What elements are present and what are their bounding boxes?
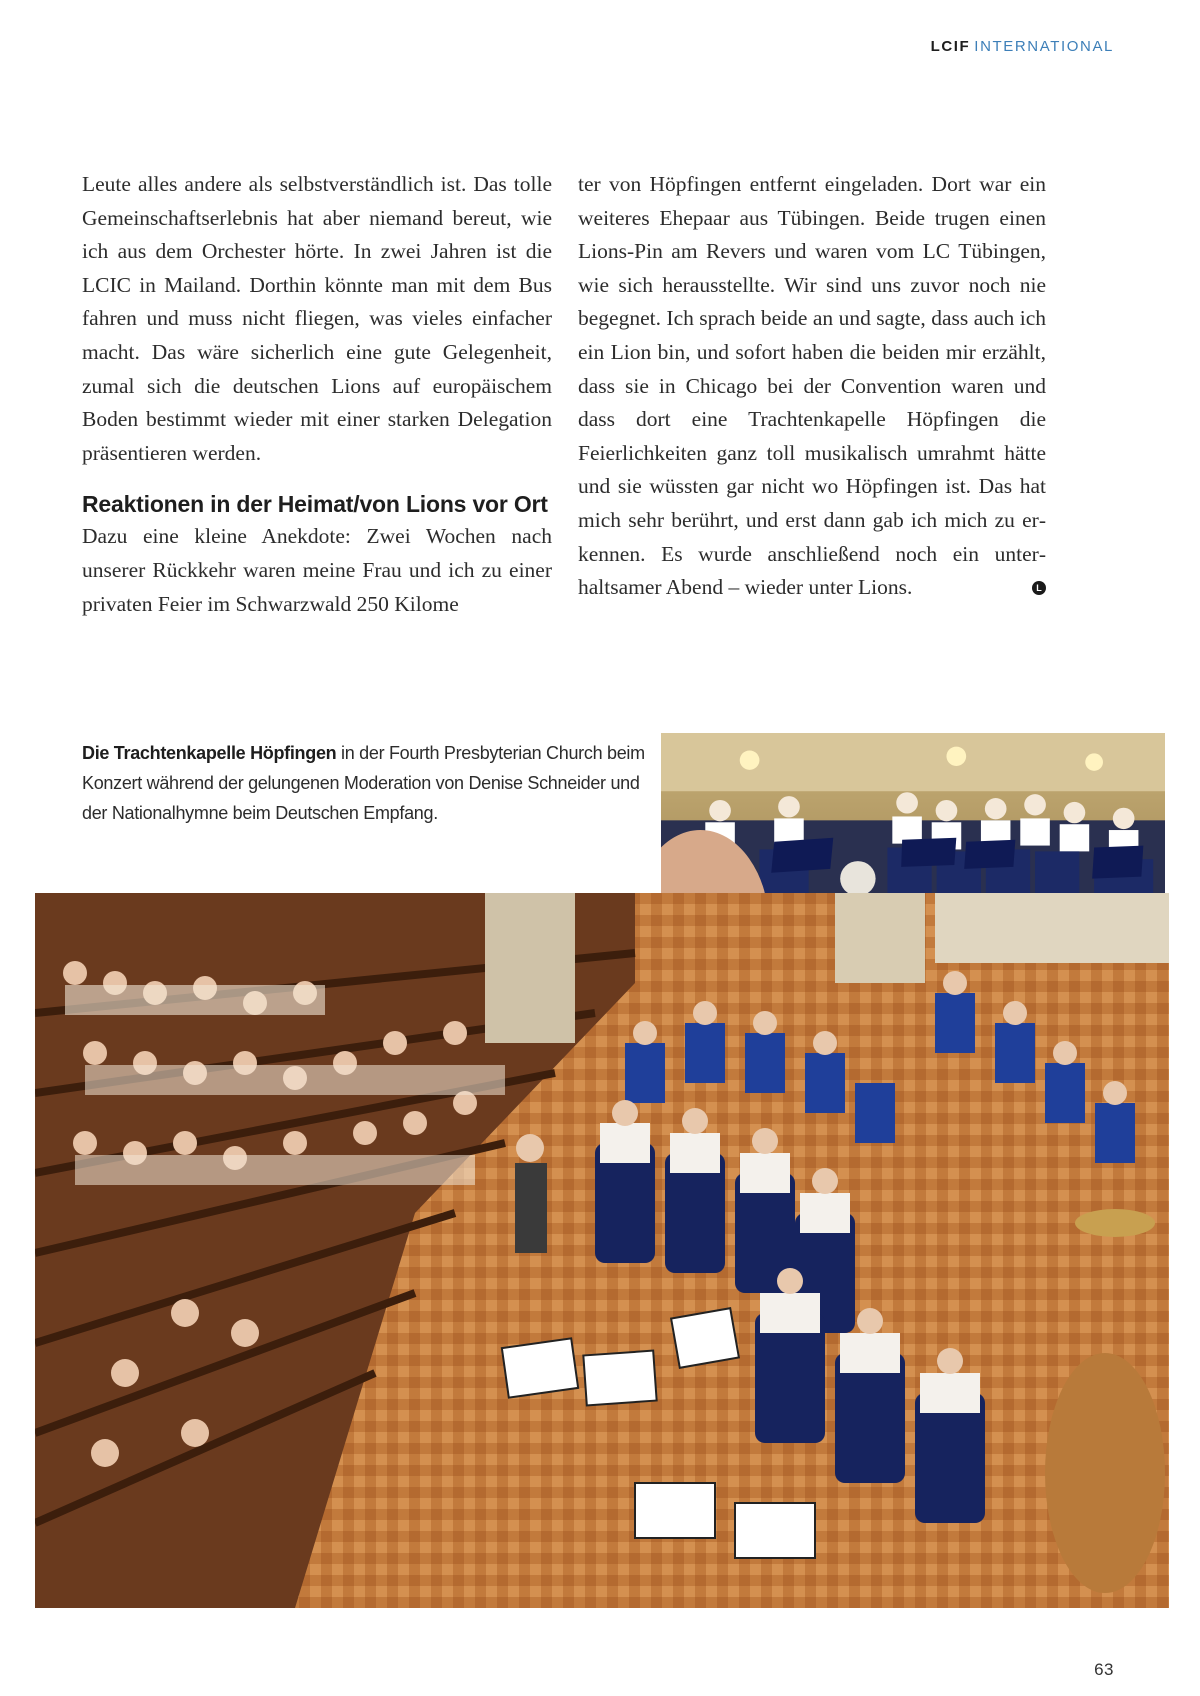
article-column-left [82, 168, 552, 621]
article-subheading: Reaktionen in der Heimat/von Lions vor Ort [82, 491, 548, 518]
article-column-right [578, 168, 1046, 605]
running-head [931, 38, 1114, 55]
article-paragraph [578, 168, 1046, 605]
lions-end-mark-icon: L [1032, 581, 1046, 595]
article-paragraph: Dazu eine kleine Anekdote: Zwei Wochen nach unserer Rückkehr waren meine Frau und ich zu einer privaten Feier im Schwarzwald 250 Kilome [82, 524, 552, 616]
section-label-bold: LCIF [930, 38, 971, 55]
article-paragraph-text: ter von Höpfingen entfernt eingeladen. Dort war ein weiteres Ehepaar aus Tübingen. Beide trugen einen Lions-Pin am Revers und waren vom LC Tübingen, wie sich herausstellte. Wir sind uns zuvor noch nie begegnet. Ich sprach beide an und sagte, dass auch ich ein Lion bin, und sofort haben die beiden mir erzählt, dass sie in Chicago bei der Convention waren und dass dort eine Trachtenkapelle Höpfingen die Feierlichkeiten ganz toll musikalisch umrahmt hätte und sie wüssten gar nicht wo Höpfingen ist. Das hat mich sehr berührt, und erst dann gab ich mich zu erkennen. Es wurde anschließend noch ein unterhaltsamer Abend – wieder unter Lions. [578, 172, 1046, 600]
caption-text: in der Fourth Presbyterian Church beim Konzert während der gelungenen Moderation von Denise Schneider und der Nationalhymne beim Deutschen Empfang. [82, 743, 645, 823]
photo-caption [82, 738, 652, 828]
church-concert-photo [35, 893, 1169, 1608]
article-paragraph: Leute alles andere als selbstverständlich ist. Das tolle Gemeinschaftserlebnis hat aber niemand bereut, wie ich aus dem Orchester hörte. In zwei Jahren ist die LCIC in Mailand. Dorthin könnte man mit dem Bus fahren und muss nicht fliegen, was vieles einfacher macht. Das wäre sicherlich eine gute Gelegenheit, zumal sich die deutschen Lions auf europäischem Boden bestimmt wieder mit einer starken Delegation präsentieren werden. [82, 172, 552, 465]
page-number: 63 [1094, 1660, 1114, 1679]
caption-lead: Die Trachtenkapelle Höpfingen [82, 743, 337, 763]
section-label: INTERNATIONAL [974, 38, 1114, 55]
church-concert-photo-icon [35, 893, 1169, 1608]
